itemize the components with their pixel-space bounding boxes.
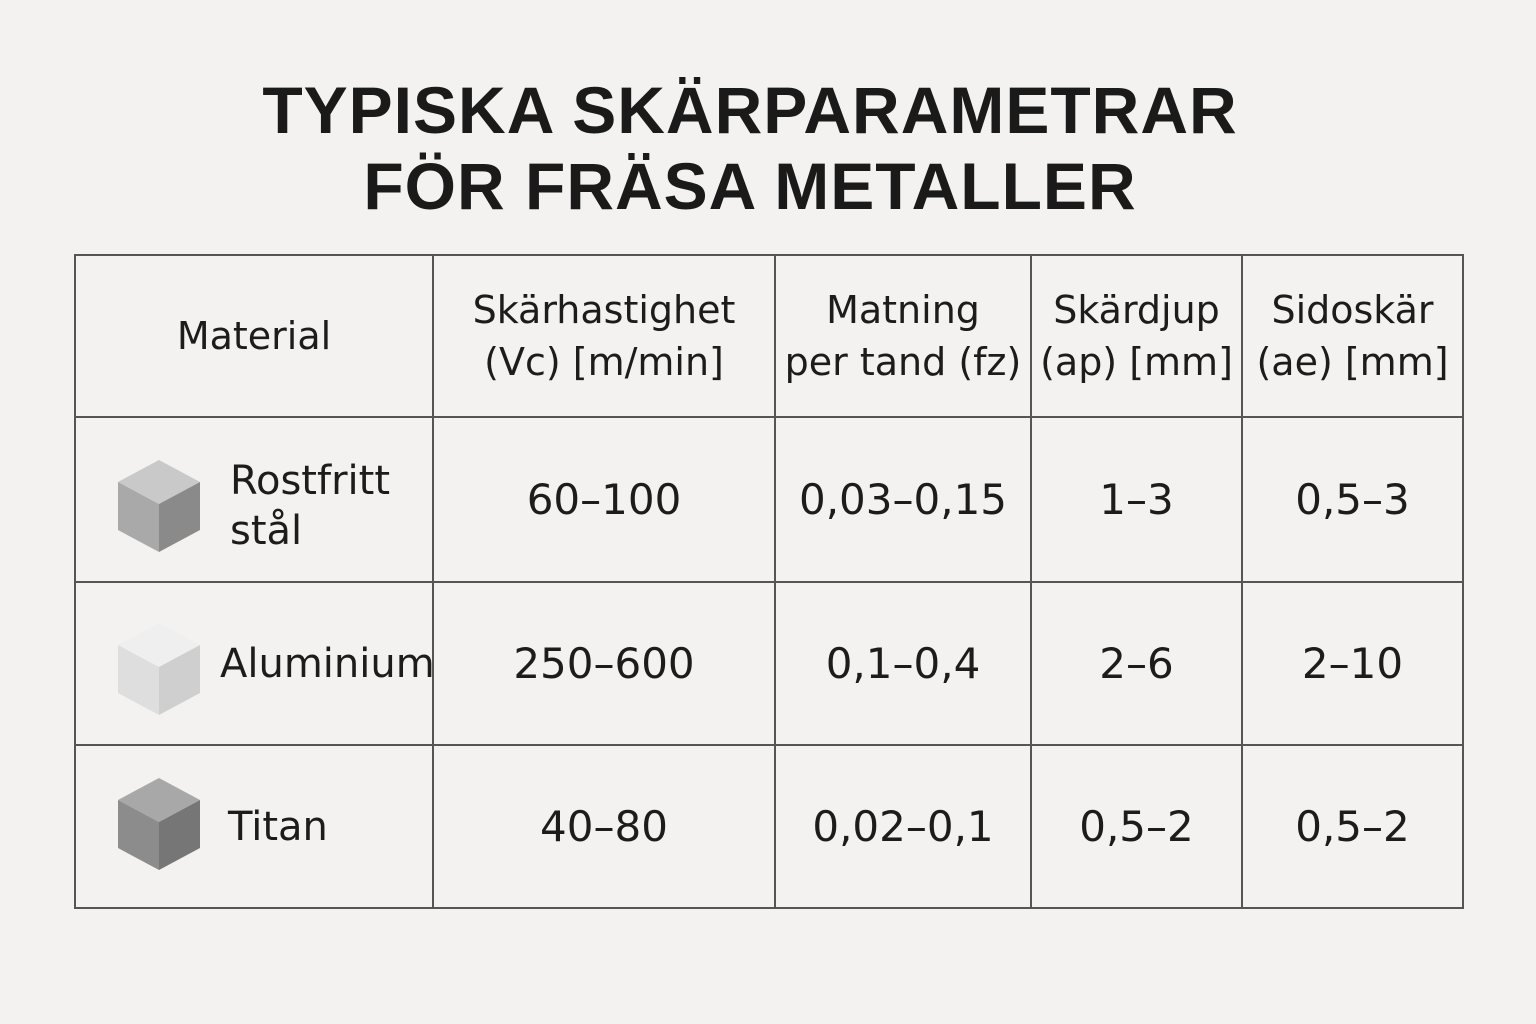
header-cutting-speed-line1: Skärhastighet xyxy=(472,288,736,332)
cutting-speed-value: 250–600 xyxy=(433,582,775,745)
header-side-line1: Sidoskär xyxy=(1271,288,1434,332)
header-material-label: Material xyxy=(176,314,332,358)
header-side-line2: (ae) [mm] xyxy=(1256,340,1449,384)
header-feed-line1: Matning xyxy=(826,288,980,332)
table-row xyxy=(75,582,1463,745)
steel-cube-icon xyxy=(114,456,204,556)
feed-value: 0,02–0,1 xyxy=(775,745,1031,908)
material-name: Titan xyxy=(228,804,328,850)
header-cutting-speed-line2: (Vc) [m/min] xyxy=(484,340,724,384)
table-row xyxy=(75,417,1463,582)
material-cell xyxy=(75,745,433,908)
table-header-row xyxy=(75,255,1463,417)
depth-value: 2–6 xyxy=(1031,582,1242,745)
material-name-line2: stål xyxy=(230,508,303,554)
header-depth-of-cut xyxy=(1031,255,1242,417)
header-side-cut xyxy=(1242,255,1463,417)
feed-value: 0,1–0,4 xyxy=(775,582,1031,745)
depth-value: 0,5–2 xyxy=(1031,745,1242,908)
material-cell xyxy=(75,582,433,745)
titanium-cube-icon xyxy=(114,774,204,874)
side-cut-value: 2–10 xyxy=(1242,582,1463,745)
material-name xyxy=(230,456,390,556)
cutting-speed-value: 40–80 xyxy=(433,745,775,908)
title-line-2: FÖR FRÄSA METALLER xyxy=(363,149,1137,223)
side-cut-value: 0,5–2 xyxy=(1242,745,1463,908)
material-name-line1: Rostfritt xyxy=(230,458,390,504)
cutting-speed-value: 60–100 xyxy=(433,417,775,582)
title-line-1: TYPISKA SKÄRPARAMETRAR xyxy=(262,73,1238,147)
header-depth-line2: (ap) [mm] xyxy=(1040,340,1233,384)
header-material xyxy=(75,255,433,417)
table-row xyxy=(75,745,1463,908)
material-cell xyxy=(75,417,433,582)
header-feed-per-tooth xyxy=(775,255,1031,417)
aluminium-cube-icon xyxy=(114,619,204,719)
side-cut-value: 0,5–3 xyxy=(1242,417,1463,582)
cutting-parameters-table xyxy=(74,254,1464,909)
depth-value: 1–3 xyxy=(1031,417,1242,582)
page-title xyxy=(0,72,1500,224)
header-feed-line2: per tand (fz) xyxy=(784,340,1022,384)
material-name: Aluminium xyxy=(220,641,435,687)
header-cutting-speed xyxy=(433,255,775,417)
header-depth-line1: Skärdjup xyxy=(1053,288,1220,332)
feed-value: 0,03–0,15 xyxy=(775,417,1031,582)
